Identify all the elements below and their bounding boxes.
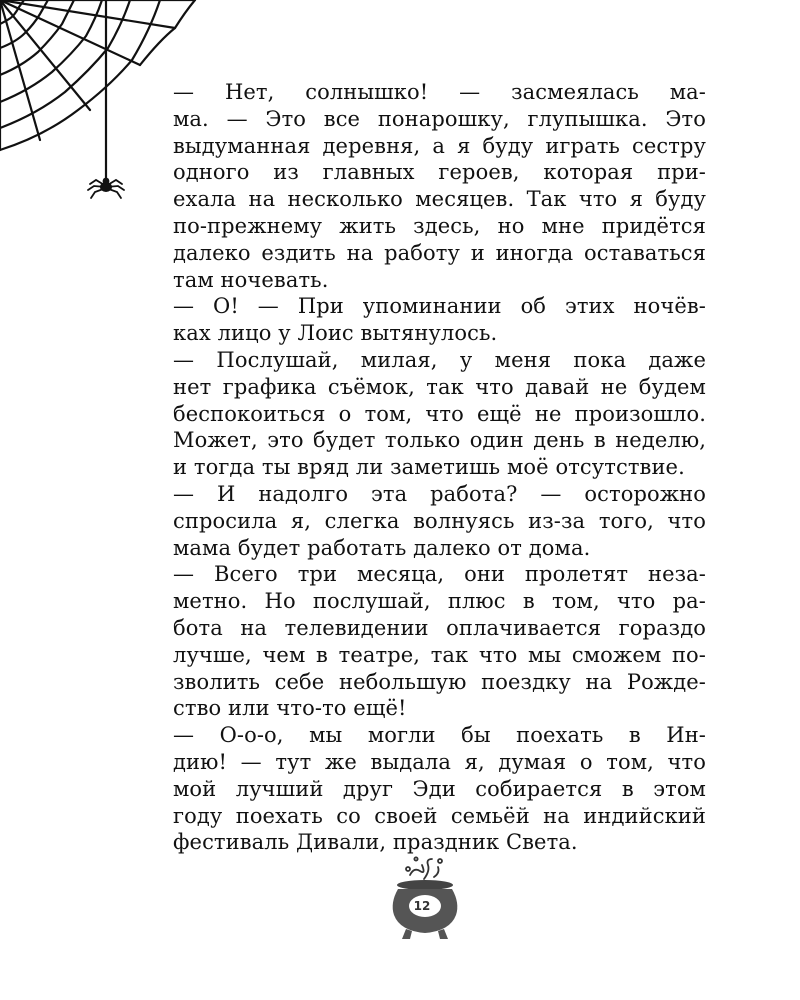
text-line: дию! — тут же выдала я, думая о том, что — [173, 749, 706, 774]
paragraph — [143, 722, 706, 856]
text-line: там ночевать. — [173, 267, 329, 292]
text-line: — Нет, солнышко! — засмеялась ма- — [173, 80, 706, 104]
text-line: лучше, чем в театре, так что мы сможем по- — [173, 642, 706, 667]
text-line: — Послушай, милая, у меня пока даже — [173, 347, 706, 372]
spider-icon — [86, 172, 126, 202]
text-line: — О-о-о, мы могли бы поехать в Ин- — [173, 723, 706, 748]
text-line: мама будет работать далеко от дома. — [173, 535, 591, 560]
story-text — [143, 79, 706, 856]
text-line: Может, это будет только один день в неделю, — [173, 428, 706, 453]
text-line: ках лицо у Лоис вытянулось. — [173, 321, 498, 346]
text-line: по-прежнему жить здесь, но мне придётся — [173, 213, 706, 238]
text-line: выдуманная деревня, а я буду играть сестру — [173, 133, 706, 158]
text-line: фестиваль Дивали, праздник Света. — [173, 830, 578, 855]
text-line: — О! — При упоминании об этих ночёв- — [173, 294, 706, 319]
text-line: одного из главных героев, которая при- — [173, 160, 706, 185]
text-line: ма. — Это все понарошку, глупышка. Это — [173, 106, 706, 131]
text-line: спросила я, слегка волнуясь из-за того, что — [173, 508, 706, 533]
text-line: зволить себе небольшую поездку на Рожде- — [173, 669, 706, 694]
text-line: году поехать со своей семьёй на индийский — [173, 803, 706, 828]
text-line: ехала на несколько месяцев. Так что я буду — [173, 187, 706, 212]
paragraph — [143, 293, 706, 347]
text-line: ство или что-то ещё! — [173, 696, 407, 721]
text-line: мой лучший друг Эди собирается в этом — [173, 776, 706, 801]
text-line: беспокоиться о том, что ещё не произошло. — [173, 401, 706, 426]
text-line: нет графика съёмок, так что давай не будем — [173, 374, 706, 399]
text-line: — Всего три месяца, они пролетят неза- — [173, 562, 706, 587]
paragraph — [143, 481, 706, 561]
paragraph — [143, 347, 706, 481]
text-line: бота на телевидении оплачивается гораздо — [173, 615, 706, 640]
text-line: далеко ездить на работу и иногда оставаться — [173, 240, 706, 265]
text-line: — И надолго эта работа? — осторожно — [173, 481, 706, 506]
text-line: и тогда ты вряд ли заметишь моё отсутствие. — [173, 455, 685, 480]
text-line: метно. Но послушай, плюс в том, что ра- — [173, 589, 706, 614]
page-number: 12 — [413, 899, 431, 913]
paragraph — [143, 561, 706, 722]
paragraph — [143, 79, 706, 293]
